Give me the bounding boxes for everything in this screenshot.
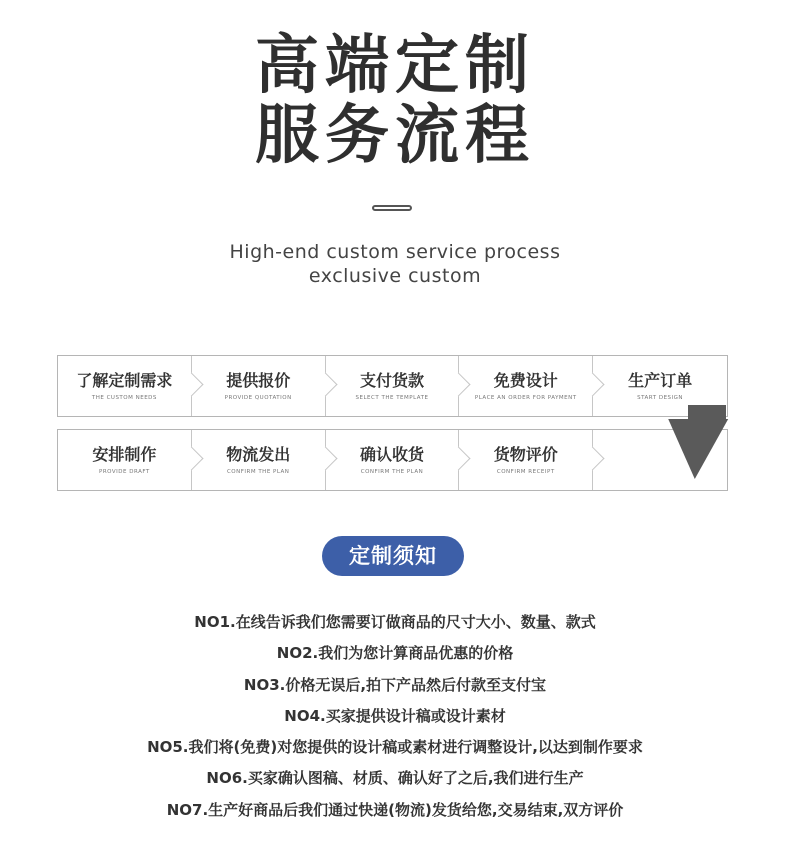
title-divider [372,205,412,211]
flow-connector-arrow-icon [660,419,728,479]
process-step [459,430,593,490]
process-step [326,356,460,416]
page-title-line2: 服务流程 [255,99,535,173]
step-subtitle: PROVIDE DRAFT [99,469,150,476]
step-subtitle: CONFIRM THE PLAN [360,469,424,476]
process-step [192,356,326,416]
notice-item: NO6.买家确认图稿、材质、确认好了之后,我们进行生产 [206,769,584,788]
process-step [58,430,192,490]
step-subtitle: CONFIRM THE PLAN [226,469,290,476]
notice-list [0,610,790,829]
process-step [459,356,593,416]
step-title: 货物评价 [493,444,558,464]
step-subtitle: SELECT THE TEMPLATE [355,395,429,402]
step-subtitle: CONFIRM RECEIPT [496,469,555,476]
process-row-1 [57,355,728,417]
notice-item: NO7.生产好商品后我们通过快递(物流)发货给您,交易结束,双方评价 [166,800,624,819]
notice-item: NO5.我们将(免费)对您提供的设计稿或素材进行调整设计,以达到制作要求 [147,738,643,757]
notice-item: NO4.买家提供设计稿或设计素材 [284,706,506,725]
step-title: 生产订单 [628,370,693,390]
step-subtitle: PLACE AN ORDER FOR PAYMENT [474,395,577,402]
notice-badge: 定制须知 [322,536,464,576]
subtitle-line2: exclusive custom [308,265,482,287]
step-title: 安排制作 [92,444,157,464]
step-subtitle: PROVIDE QUOTATION [224,395,292,402]
notice-item: NO1.在线告诉我们您需要订做商品的尺寸大小、数量、款式 [194,613,596,631]
subtitle-line1: High-end custom service process [229,241,561,263]
step-title: 物流发出 [226,444,291,464]
step-title: 了解定制需求 [76,370,173,390]
step-title: 支付货款 [359,370,424,390]
page-title-line1: 高端定制 [255,29,535,103]
notice-item: NO2.我们为您计算商品优惠的价格 [276,644,514,663]
step-title: 确认收货 [359,444,424,464]
process-step [326,430,460,490]
step-subtitle: THE CUSTOM NEEDS [91,395,157,402]
flow-connector-bar [688,405,726,419]
process-step [192,430,326,490]
step-title: 免费设计 [493,370,558,390]
step-title: 提供报价 [226,370,291,390]
process-step [58,356,192,416]
notice-item: NO3.价格无误后,拍下产品然后付款至支付宝 [243,675,547,694]
step-subtitle: START DESIGN [637,395,684,402]
process-row-2 [57,429,728,491]
